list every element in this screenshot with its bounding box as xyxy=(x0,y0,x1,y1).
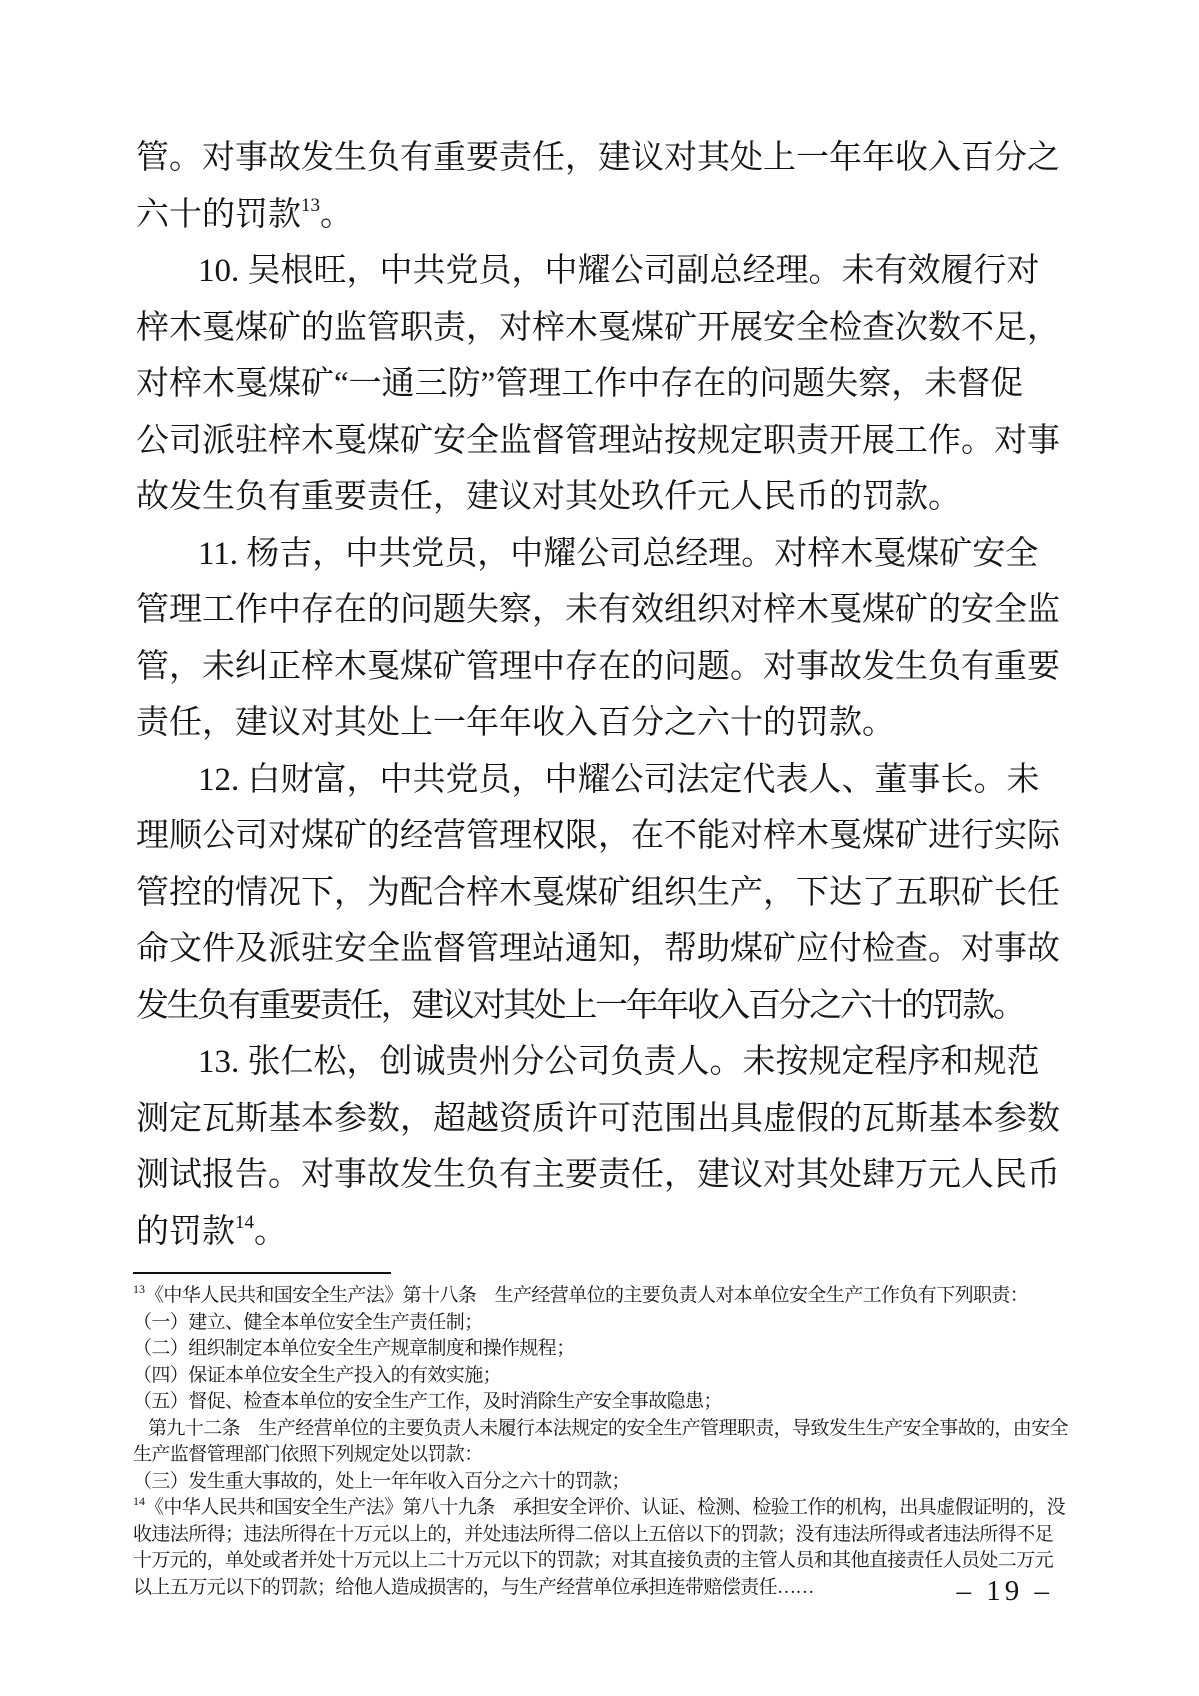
body-line: 六十的罚款$^{13}$。 xyxy=(136,194,353,233)
body-line: 对梓木戛煤矿“一通三防”管理工作中存在的问题失察，未督促 xyxy=(136,366,1024,402)
body-line: 11. 杨吉，中共党员，中耀公司总经理。对梓木戛煤矿安全 xyxy=(198,535,1039,572)
body-line: 测试报告。对事故发生负有主要责任，建议对其处肆万元人民币 xyxy=(136,1157,1060,1193)
body-line: 故发生负有重要责任，建议对其处玖仟元人民币的罚款。 xyxy=(136,479,961,515)
body-line: 测定瓦斯基本参数，超越资质许可范围出具虚假的瓦斯基本参数 xyxy=(136,1100,1060,1137)
footnote-line: 第九十二条 生产经营单位的主要负责人未履行本法规定的安全生产管理职责，导致发生生产安全事故的，由安全 xyxy=(148,1417,1069,1439)
footnote-line: （四）保证本单位安全生产投入的有效实施； xyxy=(133,1364,502,1386)
body-line: 的罚款$^{14}$。 xyxy=(136,1211,287,1250)
body-line: 发生负有重要责任，建议对其处上一年年收入百分之六十的罚款。 xyxy=(136,987,1024,1024)
body-line: 管控的情况下，为配合梓木戛煤矿组织生产，下达了五职矿长任 xyxy=(136,874,1060,911)
footnote-separator-rule xyxy=(133,1272,391,1274)
footnote-ref-13: 13 xyxy=(301,194,320,216)
footnote-ref-14: 14 xyxy=(133,1494,145,1508)
main-text-block xyxy=(136,130,1061,1260)
footnote-line: （五）督促、检查本单位的安全生产工作，及时消除生产安全事故隐患； xyxy=(133,1391,722,1412)
body-line: 责任，建议对其处上一年年收入百分之六十的罚款。 xyxy=(136,705,895,741)
body-line: 10. 吴根旺，中共党员，中耀公司副总经理。未有效履行对 xyxy=(198,253,1040,289)
body-line: 管理工作中存在的问题失察，未有效组织对梓木戛煤矿的安全监 xyxy=(136,592,1060,628)
footnote-line: $^{13}$《中华人民共和国安全生产法》第十八条 生产经营单位的主要负责人对本单位安全生产工作负有下列职责： xyxy=(133,1282,1029,1306)
footnote-ref-13: 13 xyxy=(133,1282,145,1296)
footnote-line: （二）组织制定本单位安全生产规章制度和操作规程； xyxy=(133,1338,575,1359)
body-line: 梓木戛煤矿的监管职责，对梓木戛煤矿开展安全检查次数不足， xyxy=(136,309,1060,346)
footnote-line: 以上五万元以下的罚款；给他人造成损害的，与生产经营单位承担连带赔偿责任…… xyxy=(133,1576,814,1598)
footnote-line: 生产监督管理部门依照下列规定处以罚款： xyxy=(133,1444,483,1465)
body-line: 命文件及派驻安全监督管理站通知，帮助煤矿应付检查。对事故 xyxy=(136,931,1060,967)
footnote-line: （一）建立、健全本单位安全生产责任制； xyxy=(133,1311,483,1333)
footnote-line: 收违法所得；违法所得在十万元以上的，并处违法所得二倍以上五倍以下的罚款；没有违法所得或者违法所得不足 xyxy=(133,1523,1054,1545)
body-line: 12. 白财富，中共党员，中耀公司法定代表人、董事长。未 xyxy=(198,761,1040,798)
footnotes-block xyxy=(133,1283,1073,1601)
body-line: 理顺公司对煤矿的经营管理权限，在不能对梓木戛煤矿进行实际 xyxy=(136,818,1060,854)
footnote-line: （三）发生重大事故的，处上一年年收入百分之六十的罚款； xyxy=(133,1470,630,1492)
body-line: 公司派驻梓木戛煤矿安全监督管理站按规定职责开展工作。对事 xyxy=(136,422,1060,459)
footnote-ref-14: 14 xyxy=(235,1211,254,1233)
body-line: 13. 张仁松，创诚贵州分公司负责人。未按规定程序和规范 xyxy=(198,1044,1040,1080)
footnote-line: $^{14}$《中华人民共和国安全生产法》第八十九条 承担安全评价、认证、检测、检验工作的机构，出具虚假证明的，没 xyxy=(133,1494,1066,1518)
page-number: – 19 – xyxy=(956,1575,1053,1607)
body-line: 管。对事故发生负有重要责任，建议对其处上一年年收入百分之 xyxy=(136,140,1060,176)
body-line: 管，未纠正梓木戛煤矿管理中存在的问题。对事故发生负有重要 xyxy=(136,648,1060,685)
footnote-line: 十万元的，单处或者并处十万元以上二十万元以下的罚款；对其直接负责的主管人员和其他直接责任人员处二万元 xyxy=(133,1550,1054,1571)
